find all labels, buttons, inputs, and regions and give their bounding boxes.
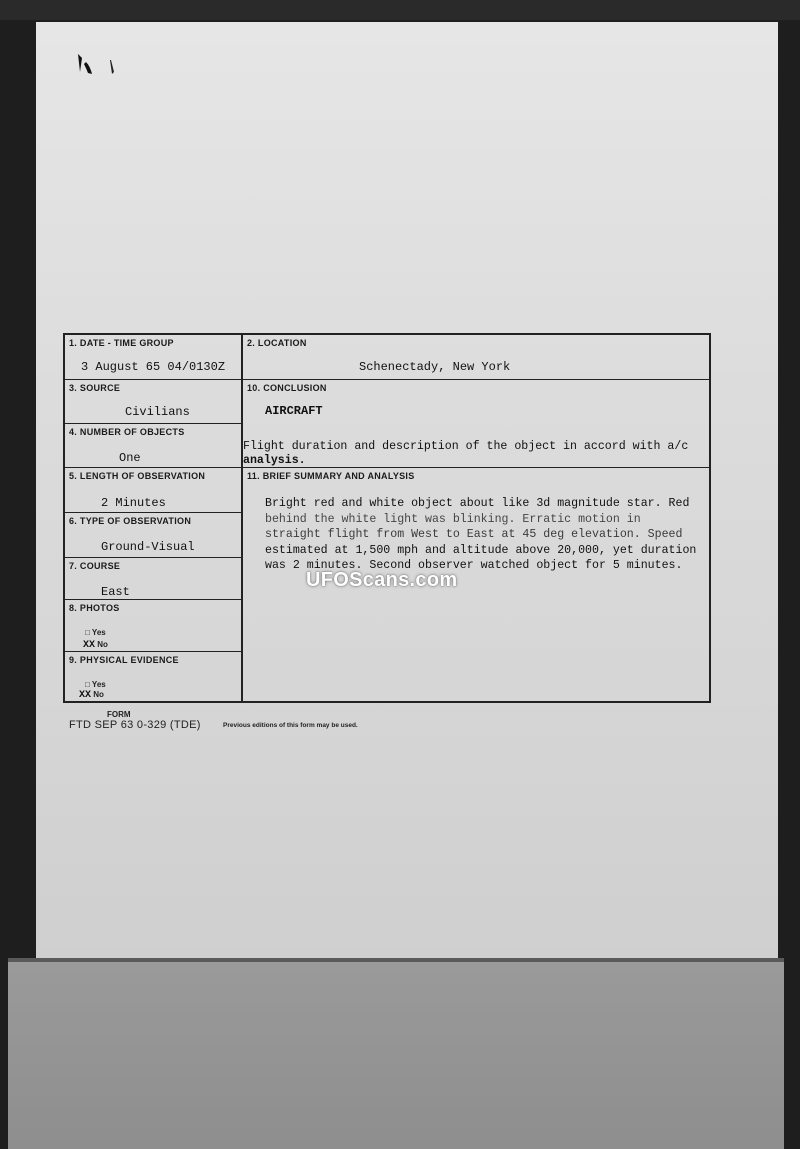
source-label: 3. SOURCE [69,383,121,393]
checkbox-icon: □ [85,680,90,689]
summary-line: straight flight from West to East at 45 deg elevation. Speed [265,528,683,541]
photos-yes-option [85,628,106,637]
summary-line: was 2 minutes. Second observer watched object for 5 minutes. [265,559,683,572]
physical-yes-label: Yes [91,680,106,689]
photos-label: 8. PHOTOS [69,603,120,613]
type-obs-value: Ground-Visual [101,540,195,554]
watermark: UFOScans.com [306,569,458,591]
conclusion-value: AIRCRAFT [265,404,323,418]
physical-no-option [79,690,104,701]
photos-cell [65,600,241,652]
physical-no-mark: XX [79,690,92,701]
source-cell [65,380,241,424]
left-column [65,335,243,701]
photos-no-label: No [97,640,108,649]
physical-no-label: No [93,690,104,699]
source-value: Civilians [125,405,190,419]
number-objects-label: 4. NUMBER OF OBJECTS [69,427,185,437]
conclusion-label: 10. CONCLUSION [247,383,327,393]
summary-label: 11. BRIEF SUMMARY AND ANALYSIS [247,471,415,481]
footer-note: Previous editions of this form may be used. [223,722,358,729]
conclusion-note-line1: Flight duration and description of the object in accord with a/c [243,440,689,453]
length-value: 2 Minutes [101,496,166,510]
location-value: Schenectady, New York [359,360,511,374]
date-time-label: 1. DATE - TIME GROUP [69,338,174,348]
summary-line: Bright red and white object about like 3d magnitude star. Red [265,497,690,510]
location-label: 2. LOCATION [247,338,307,348]
project-record-card [63,333,711,703]
photos-no-option [83,640,108,651]
summary-line: estimated at 1,500 mph and altitude above 20,000, yet duration [265,543,697,557]
type-obs-label: 6. TYPE OF OBSERVATION [69,516,192,526]
course-cell [65,558,241,600]
underlying-page [8,962,784,1149]
scan-border [0,0,800,20]
conclusion-note-line2: analysis. [243,454,306,467]
type-obs-cell [65,513,241,558]
length-cell [65,468,241,513]
footer-form-code: FTD SEP 63 0-329 (TDE) [69,719,201,731]
location-cell [243,335,709,380]
physical-evidence-label: 9. PHYSICAL EVIDENCE [69,655,179,665]
physical-evidence-cell [65,652,241,701]
right-column [243,335,709,701]
checkbox-icon: □ [85,628,90,637]
summary-text [265,496,715,574]
number-objects-cell [65,424,241,468]
date-time-cell [65,335,241,380]
length-label: 5. LENGTH OF OBSERVATION [69,471,206,481]
physical-yes-option [85,680,106,689]
photos-yes-label: Yes [91,628,106,637]
conclusion-cell [243,380,709,468]
course-value: East [101,585,130,599]
hole-punch-marks [74,48,124,80]
photos-no-mark: XX [83,640,96,651]
number-objects-value: One [119,451,141,465]
course-label: 7. COURSE [69,561,121,571]
footer-form-word: FORM [107,710,131,719]
date-time-value: 3 August 65 04/0130Z [81,360,226,374]
summary-line: behind the white light was blinking. Erratic motion in [265,512,641,526]
